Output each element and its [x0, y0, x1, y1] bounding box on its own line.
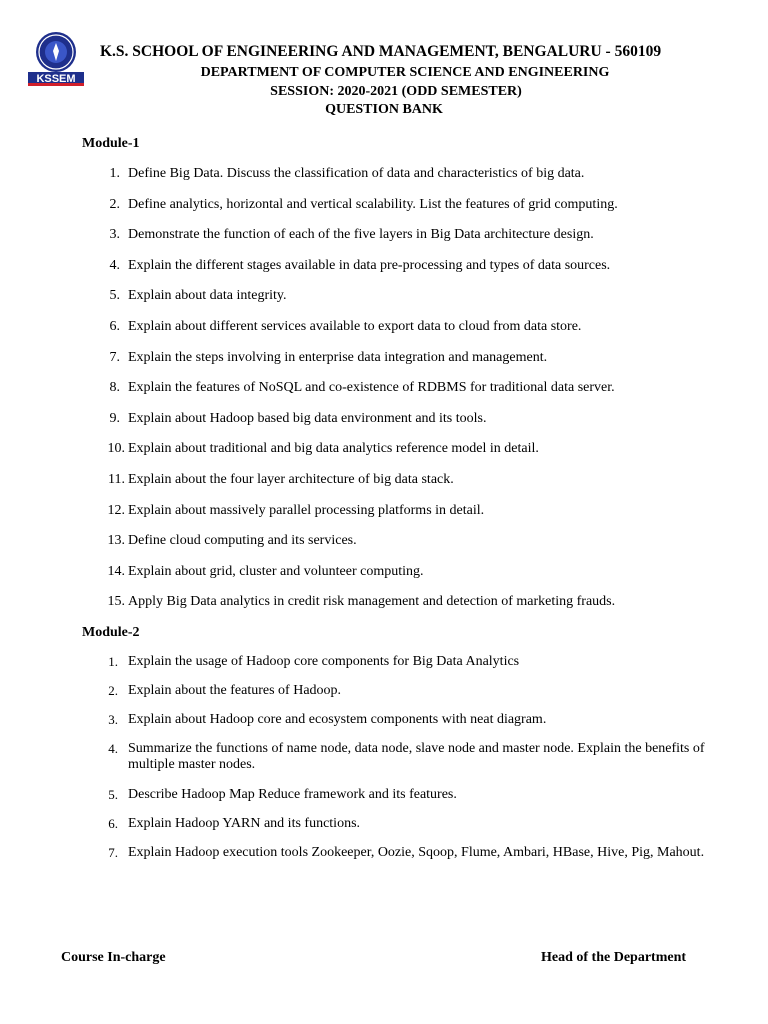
question-text: Demonstrate the function of each of the five layers in Big Data architecture design. [128, 227, 594, 243]
question-item [0, 319, 768, 350]
question-number: 7. [109, 349, 120, 365]
question-text: Explain about grid, cluster and volunteer computing. [128, 563, 424, 579]
question-item [0, 533, 768, 564]
course-in-charge-label: Course In-charge [61, 950, 166, 965]
document-header [0, 0, 768, 130]
module-1-title: Module-1 [82, 136, 140, 151]
question-number: 5. [109, 288, 120, 304]
question-text: Explain Hadoop execution tools Zookeeper, Oozie, Sqoop, Flume, Ambari, HBase, Hive, Pig, Mahout. [128, 845, 705, 860]
question-number: 3. [109, 227, 120, 243]
question-number: 15. [107, 594, 125, 610]
question-text: Apply Big Data analytics in credit risk management and detection of marketing frauds. [128, 594, 616, 610]
question-text: Explain Hadoop YARN and its functions. [128, 816, 361, 831]
question-number: 12. [107, 502, 125, 518]
question-number: 5. [108, 787, 118, 802]
question-item [0, 441, 768, 472]
question-number: 3. [108, 712, 118, 727]
department-name: DEPARTMENT OF COMPUTER SCIENCE AND ENGINEERING [200, 65, 610, 80]
question-item [0, 227, 768, 258]
question-number: 7. [108, 845, 118, 860]
question-number: 6. [109, 318, 120, 334]
question-item [0, 845, 768, 891]
question-text: Explain about data integrity. [128, 288, 287, 304]
question-number: 11. [108, 471, 125, 487]
question-item [0, 350, 768, 381]
question-number: 1. [108, 654, 118, 669]
logo-text: KSSEM [36, 73, 76, 85]
head-of-department-label: Head of the Department [541, 950, 687, 965]
question-item [0, 380, 768, 411]
question-number: 1. [109, 166, 120, 181]
question-number: 2. [109, 196, 120, 212]
question-item [0, 564, 768, 595]
question-number: 4. [108, 741, 118, 756]
question-item [0, 503, 768, 534]
question-text: Explain about massively parallel processing platforms in detail. [128, 502, 485, 518]
question-item [0, 683, 768, 712]
question-item [0, 472, 768, 503]
question-text: Explain about the four layer architecture of big data stack. [128, 471, 454, 487]
question-text: Define analytics, horizontal and vertical scalability. List the features of grid computing. [128, 196, 618, 212]
question-item [0, 712, 768, 741]
institution-name: K.S. SCHOOL OF ENGINEERING AND MANAGEMENT, BENGALURU - 560109 [100, 43, 662, 60]
question-text: Describe Hadoop Map Reduce framework and its features. [128, 787, 457, 802]
question-text: Explain about Hadoop based big data environment and its tools. [128, 410, 487, 426]
question-item [0, 166, 768, 197]
question-number: 8. [109, 380, 120, 396]
question-number: 6. [108, 816, 118, 831]
question-number: 13. [107, 533, 125, 549]
question-item [0, 741, 768, 787]
question-text: Define cloud computing and its services. [128, 533, 357, 549]
question-number: 14. [107, 563, 125, 579]
question-text: Define Big Data. Discuss the classification of data and characteristics of big data. [128, 166, 585, 181]
question-text: Explain about the features of Hadoop. [128, 683, 342, 698]
question-text: Explain about traditional and big data analytics reference model in detail. [128, 441, 539, 457]
module-1-question-list [0, 166, 768, 625]
question-text: Explain the features of NoSQL and co-existence of RDBMS for traditional data server. [128, 380, 615, 396]
session-label: SESSION: 2020-2021 (ODD SEMESTER) [270, 84, 522, 99]
question-item [0, 594, 768, 625]
question-item [0, 787, 768, 816]
question-number: 10. [107, 441, 125, 457]
question-item [0, 411, 768, 442]
module-2-title: Module-2 [82, 625, 140, 640]
question-number: 4. [109, 257, 120, 273]
question-text: Explain the steps involving in enterprise data integration and management. [128, 349, 548, 365]
question-text: Explain the usage of Hadoop core components for Big Data Analytics [128, 654, 520, 669]
question-item [0, 258, 768, 289]
question-text: Explain about different services available to export data to cloud from data store. [128, 318, 582, 334]
question-text: Explain about Hadoop core and ecosystem components with neat diagram. [128, 712, 547, 727]
question-number: 2. [108, 683, 118, 698]
question-text: Summarize the functions of name node, data node, slave node and master node. Explain the benefits of multiple master nodes. [128, 741, 705, 772]
question-number: 9. [109, 410, 120, 426]
question-item [0, 197, 768, 228]
module-2-question-list [0, 654, 768, 891]
question-item [0, 288, 768, 319]
question-item [0, 654, 768, 683]
question-item [0, 816, 768, 845]
question-text: Explain the different stages available in data pre-processing and types of data sources. [128, 257, 611, 273]
document-title: QUESTION BANK [325, 102, 443, 117]
